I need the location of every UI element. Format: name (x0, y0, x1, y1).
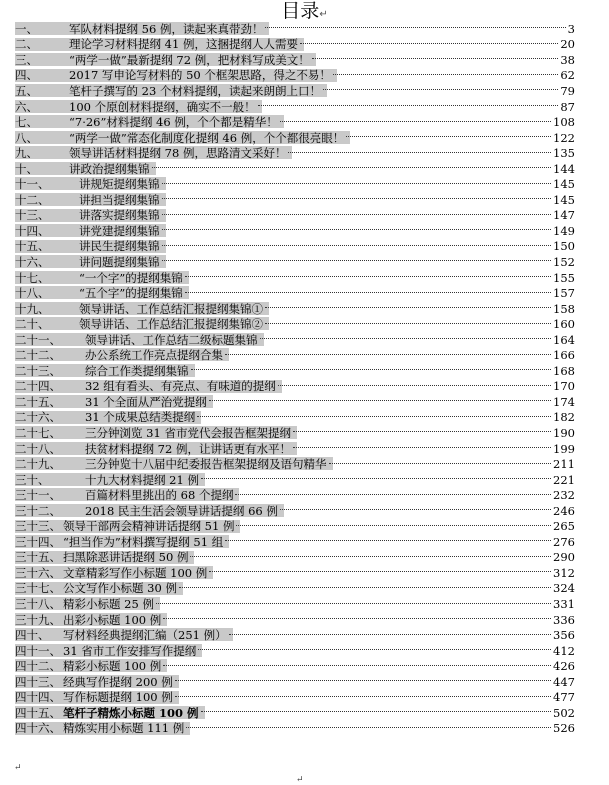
dot-leader (175, 695, 551, 697)
dot-leader (235, 493, 551, 495)
toc-entry-label: 文章精彩写作小标题 100 例 (63, 565, 208, 580)
toc-entry-label: 讲担当提纲集锦 (79, 192, 160, 207)
toc-entry[interactable] (15, 581, 575, 597)
dot-leader (152, 166, 552, 168)
toc-entry-number: 四十一、 (15, 643, 61, 658)
toc-entry-number: 一、 (15, 21, 38, 36)
dot-leader (163, 617, 551, 619)
dot-leader (179, 586, 551, 588)
dot-leader (197, 415, 551, 417)
toc-entry-page: 150 (553, 239, 575, 254)
toc-entry-number: 四、 (15, 68, 38, 83)
toc-entry[interactable] (15, 612, 575, 628)
toc-entry-page: 447 (553, 674, 575, 689)
toc-entry-label: 办公系统工作亮点提纲合集 (85, 348, 223, 363)
toc-entry[interactable] (15, 674, 575, 690)
toc-entry[interactable] (15, 690, 575, 706)
toc-entry-label: 讲民生提纲集锦 (79, 239, 160, 254)
toc-entry[interactable] (15, 456, 575, 472)
toc-entry-label: 讲规矩提纲集锦 (79, 177, 160, 192)
dot-leader (280, 120, 551, 122)
toc-entry[interactable] (15, 534, 575, 550)
toc-entry-page: 232 (553, 488, 575, 503)
toc-entry-page: 199 (553, 441, 575, 456)
toc-entry-page: 170 (553, 379, 575, 394)
toc-entry[interactable] (15, 410, 575, 426)
toc-entry[interactable] (15, 503, 575, 519)
dot-leader (162, 228, 552, 230)
dot-leader (260, 337, 552, 339)
dot-leader (201, 710, 552, 712)
toc-entry[interactable] (15, 519, 575, 535)
toc-entry-number: 五、 (15, 83, 38, 98)
toc-entry-number: 二十九、 (15, 457, 61, 472)
dot-leader (265, 322, 551, 324)
toc-entry-number: 三十九、 (15, 612, 61, 627)
toc-entry-label: 三分钟览十八届中纪委报告框架提纲及语句精华 (85, 457, 327, 472)
toc-entry-number: 三十一、 (15, 488, 61, 503)
dot-leader (229, 633, 551, 635)
toc-entry-page: 87 (560, 99, 575, 114)
toc-entry-label: 公文写作小标题 30 例 (63, 581, 177, 596)
toc-entry[interactable] (15, 363, 575, 379)
toc-entry[interactable] (15, 270, 575, 286)
toc-entry-page: 152 (553, 254, 575, 269)
toc-entry-label: “两学一做”常态化制度化提纲 46 例，个个都很亮眼！ (69, 130, 345, 145)
toc-entry-number: 七、 (15, 115, 38, 130)
toc-entry[interactable] (15, 145, 575, 161)
toc-entry-label: 综合工作类提纲集锦 (85, 363, 189, 378)
toc-entry-page: 526 (553, 721, 575, 736)
toc-entry-label: 写材料经典提纲汇编（251 例） (63, 628, 227, 643)
toc-entry-number: 十八、 (15, 286, 50, 301)
toc-entry-page: 182 (553, 410, 575, 425)
toc-entry-page: 145 (553, 192, 575, 207)
toc-entry-label: “两学一做”最新提纲 72 例，把材料写成美文！ (69, 52, 310, 67)
toc-entry-label: 十九大材料提纲 21 例 (85, 472, 199, 487)
toc-entry-number: 二十六、 (15, 410, 61, 425)
toc-entry-number: 四十三、 (15, 674, 61, 689)
toc-entry-label: 经典写作提纲 200 例 (63, 674, 173, 689)
dot-leader (175, 679, 551, 681)
toc-entry-page: 276 (553, 534, 575, 549)
toc-entry-number: 二十三、 (15, 363, 61, 378)
toc-entry[interactable] (15, 550, 575, 566)
toc-entry-label: 31 省市工作安排写作提纲 (63, 643, 197, 658)
table-of-contents (15, 21, 575, 736)
toc-entry-page: 149 (553, 223, 575, 238)
toc-entry-page: 155 (553, 270, 575, 285)
dot-leader (162, 197, 552, 199)
toc-entry-page: 144 (553, 161, 575, 176)
toc-entry-label: 2017 写申论写材料的 50 个框架思路，得之不易！ (69, 68, 331, 83)
toc-entry[interactable] (15, 83, 575, 99)
toc-entry[interactable] (15, 192, 575, 208)
toc-entry-number: 二十一、 (15, 332, 61, 347)
paragraph-mark-icon: ↵ (319, 9, 328, 20)
toc-entry-number: 十三、 (15, 208, 50, 223)
toc-entry-number: 二十二、 (15, 348, 61, 363)
toc-entry-page: 336 (553, 612, 575, 627)
toc-entry-page: 122 (553, 130, 575, 145)
dot-leader (258, 104, 559, 106)
dot-leader (323, 88, 558, 90)
dot-leader (162, 244, 552, 246)
dot-leader (346, 135, 551, 137)
toc-entry-number: 三十五、 (15, 550, 61, 565)
toc-entry[interactable] (15, 130, 575, 146)
toc-entry-number: 二十八、 (15, 441, 61, 456)
toc-entry-label: 百篇材料里挑出的 68 个提纲 (85, 488, 234, 503)
dot-leader (293, 430, 551, 432)
toc-entry-number: 八、 (15, 130, 38, 145)
toc-entry-label: 讲党建提纲集锦 (79, 223, 160, 238)
toc-entry[interactable] (15, 68, 575, 84)
toc-entry-page: 265 (553, 519, 575, 534)
toc-entry-page: 157 (553, 286, 575, 301)
toc-entry-number: 四十四、 (15, 690, 61, 705)
toc-entry[interactable] (15, 99, 575, 115)
toc-entry-page: 160 (553, 317, 575, 332)
toc-entry-page: 135 (553, 146, 575, 161)
toc-entry-label: 领导讲话、工作总结汇报提纲集锦① (79, 301, 263, 316)
toc-entry[interactable] (15, 379, 575, 395)
dot-leader (162, 213, 552, 215)
dot-leader (185, 275, 551, 277)
toc-entry-label: 32 组有看头、有亮点、有味道的提纲 (85, 379, 276, 394)
toc-entry-label: 领导讲话、工作总结汇报提纲集锦② (79, 317, 263, 332)
dot-leader (333, 73, 558, 75)
toc-entry-page: 62 (560, 68, 575, 83)
toc-entry-page: 145 (553, 177, 575, 192)
toc-entry-number: 三、 (15, 52, 38, 67)
toc-entry-number: 十五、 (15, 239, 50, 254)
dot-leader (225, 353, 551, 355)
toc-entry[interactable] (15, 394, 575, 410)
toc-entry[interactable] (15, 254, 575, 270)
dot-leader (265, 306, 551, 308)
toc-entry-number: 十一、 (15, 177, 50, 192)
dot-leader (225, 539, 551, 541)
toc-entry[interactable] (15, 705, 575, 721)
toc-entry-number: 十七、 (15, 270, 50, 285)
paragraph-mark-icon: ↵ (14, 763, 22, 773)
dot-leader (293, 446, 551, 448)
toc-entry[interactable] (15, 161, 575, 177)
toc-entry[interactable] (15, 565, 575, 581)
toc-entry[interactable] (15, 21, 575, 37)
toc-entry-page: 147 (553, 208, 575, 223)
dot-leader (186, 726, 551, 728)
toc-entry[interactable] (15, 37, 575, 53)
toc-entry-page: 164 (553, 332, 575, 347)
toc-entry-number: 三十二、 (15, 503, 61, 518)
toc-entry-number: 十、 (15, 161, 38, 176)
dot-leader (300, 42, 558, 44)
toc-entry-page: 477 (553, 690, 575, 705)
toc-entry-label: 三分钟浏览 31 省市党代会报告框架提纲 (85, 426, 291, 440)
toc-entry-label: 出彩小标题 100 例 (63, 612, 162, 627)
dot-leader (162, 182, 552, 184)
toc-entry[interactable] (15, 596, 575, 612)
toc-entry-number: 三十七、 (15, 581, 61, 596)
toc-entry-number: 二十四、 (15, 379, 61, 394)
toc-entry[interactable] (15, 239, 575, 255)
toc-entry-number: 三十六、 (15, 565, 61, 580)
toc-entry-label: 扶贫材料提纲 72 例，让讲话更有水平！ (85, 441, 291, 456)
dot-leader (156, 602, 551, 604)
toc-entry[interactable] (15, 114, 575, 130)
toc-entry-label: 精炼实用小标题 111 例 (63, 721, 185, 736)
dot-leader (278, 384, 551, 386)
paragraph-mark-icon: ↵ (296, 775, 304, 785)
toc-entry[interactable] (15, 176, 575, 192)
toc-entry-page: 502 (553, 705, 575, 720)
toc-entry-page: 331 (553, 597, 575, 611)
dot-leader (201, 477, 551, 479)
toc-entry-number: 二、 (15, 37, 38, 52)
dot-leader (312, 57, 559, 59)
toc-entry-number: 二十五、 (15, 394, 61, 409)
toc-entry-number: 二十、 (15, 317, 50, 332)
toc-entry-number: 四十二、 (15, 659, 61, 674)
toc-entry-label: 领导讲话材料提纲 78 例，思路清文采好！ (69, 146, 287, 161)
toc-entry-number: 十九、 (15, 301, 50, 316)
toc-entry-number: 三十、 (15, 472, 50, 487)
toc-entry[interactable] (15, 223, 575, 239)
toc-entry-label: 领导讲话、工作总结二级标题集锦 (85, 332, 258, 347)
toc-entry-label: 100 个原创材料提纲，确实不一般！ (69, 99, 256, 114)
toc-entry-page: 211 (553, 457, 575, 472)
toc-entry[interactable] (15, 627, 575, 643)
toc-entry-number: 四十六、 (15, 721, 61, 736)
toc-entry-label: “7·26”材料提纲 46 例，个个都是精华！ (69, 115, 278, 130)
toc-entry-label: 31 个全面从严治党提纲 (85, 394, 207, 409)
toc-entry-page: 174 (553, 394, 575, 409)
toc-entry-page: 3 (567, 21, 575, 36)
toc-entry-number: 六、 (15, 99, 38, 114)
toc-entry[interactable] (15, 316, 575, 332)
toc-entry[interactable] (15, 643, 575, 659)
toc-entry-page: 20 (560, 37, 575, 52)
toc-entry-number: 十六、 (15, 254, 50, 269)
toc-entry[interactable] (15, 332, 575, 348)
toc-entry-label: “一个字”的提纲集锦 (79, 270, 183, 285)
toc-entry-number: 四十、 (15, 628, 50, 643)
toc-entry-page: 246 (553, 503, 575, 518)
toc-entry-number: 三十四、 (15, 534, 61, 549)
toc-entry-page: 324 (553, 581, 575, 596)
toc-entry-label: 领导干部两会精神讲话提纲 51 例 (63, 519, 235, 534)
toc-entry[interactable] (15, 301, 575, 317)
dot-leader (280, 508, 551, 510)
toc-entry-number: 三十三、 (15, 519, 61, 534)
dot-leader (191, 368, 552, 370)
toc-entry-label: 精彩小标题 100 例 (63, 659, 162, 674)
toc-entry[interactable] (15, 487, 575, 503)
toc-entry-label: 讲问题提纲集锦 (79, 254, 160, 269)
dot-leader (190, 555, 551, 557)
toc-entry-number: 三十八、 (15, 597, 61, 612)
toc-entry-label: 理论学习材料提纲 41 例，这捆提纲人人需要 (69, 37, 298, 52)
toc-entry[interactable] (15, 472, 575, 488)
toc-entry-page: 38 (560, 52, 575, 67)
dot-leader (236, 524, 551, 526)
dot-leader (209, 570, 551, 572)
toc-entry-page: 290 (553, 550, 575, 565)
toc-entry-label: 31 个成果总结类提纲 (85, 410, 196, 425)
toc-entry-number: 九、 (15, 146, 38, 161)
toc-entry[interactable] (15, 285, 575, 301)
toc-entry-number: 四十五、 (15, 705, 61, 720)
toc-entry-number: 二十七、 (15, 426, 61, 440)
toc-entry-page: 158 (553, 301, 575, 316)
toc-entry-page: 356 (553, 628, 575, 643)
toc-entry[interactable] (15, 441, 575, 457)
toc-entry-label: 讲落实提纲集锦 (79, 208, 160, 223)
toc-entry-number: 十四、 (15, 223, 50, 238)
dot-leader (162, 259, 552, 261)
dot-leader (163, 664, 551, 666)
toc-entry[interactable] (15, 347, 575, 363)
toc-entry-label: 扫黑除恶讲话提纲 50 例 (63, 550, 189, 565)
toc-entry-label: 精彩小标题 25 例 (63, 597, 154, 612)
dot-leader (329, 462, 552, 464)
toc-entry-page: 166 (553, 348, 575, 363)
toc-entry-label: 2018 民主生活会领导讲话提纲 66 例 (85, 503, 278, 518)
toc-entry-label: “担当作为”材料撰写提纲 51 组 (63, 534, 224, 549)
toc-entry-label: 写作标题提纲 100 例 (63, 690, 173, 705)
dot-leader (265, 26, 565, 28)
toc-entry-page: 190 (553, 425, 575, 440)
dot-leader (185, 291, 551, 293)
toc-entry-number: 十二、 (15, 192, 50, 207)
toc-entry-label: “五个字”的提纲集锦 (79, 286, 183, 301)
toc-entry-label: 军队材料提纲 56 例，读起来真带劲！ (69, 21, 264, 36)
toc-entry-page: 426 (553, 659, 575, 674)
toc-entry[interactable] (15, 658, 575, 674)
toc-entry[interactable] (15, 425, 575, 441)
toc-entry-label: 讲政治提纲集锦 (69, 161, 150, 176)
dot-leader (209, 399, 551, 401)
title-text: 目录 (281, 0, 320, 22)
toc-entry-page: 79 (560, 83, 575, 98)
toc-entry-page: 312 (553, 565, 575, 580)
dot-leader (198, 648, 551, 650)
dot-leader (288, 151, 551, 153)
toc-entry-page: 168 (553, 363, 575, 378)
toc-entry-label: 笔杆子精炼小标题 100 例 (63, 705, 199, 720)
toc-entry[interactable] (15, 52, 575, 68)
toc-entry-page: 221 (553, 472, 575, 487)
toc-entry-page: 412 (553, 643, 575, 658)
toc-entry[interactable] (15, 721, 575, 737)
toc-entry[interactable] (15, 208, 575, 224)
toc-entry-page: 108 (553, 115, 575, 130)
toc-entry-label: 笔杆子撰写的 23 个材料提纲，读起来朗朗上口！ (69, 83, 321, 98)
